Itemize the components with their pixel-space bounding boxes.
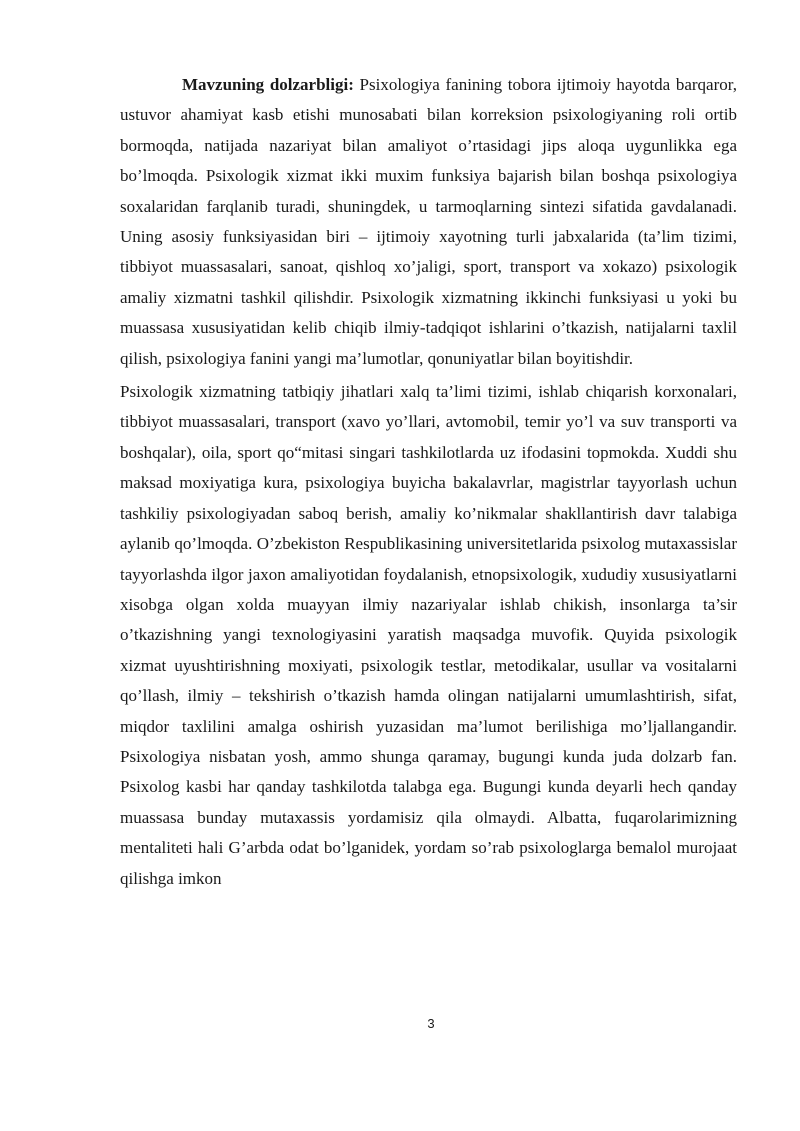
body-text [120, 70, 737, 894]
section-heading: Mavzuning dolzarbligi: [182, 75, 354, 94]
paragraph-relevance [120, 70, 737, 374]
paragraph-applied-aspects: Psixologik xizmatning tatbiqiy jihatlari xalq ta’limi tizimi, ishlab chiqarish korxonalari, tibbiyot muassasalari, transport (xavo yo’llari, avtomobil, temir yo’l va suv transporti va boshqalar), oila, sport qo“mitasi singari tashkilotlarda uz ifodasini topmokda. Xuddi shu maksad moxiyatiga kura, psixologiya buyicha bakalavrlar, magistrlar tayyorlash uchun tashkiliy psixologiyadan saboq berish, amaliy ko’nikmalar shakllantirish davr talabiga aylanib qo’lmoqda. O’zbekiston Respublikasining universitetlarida psixolog mutaxassislar tayyorlashda ilgor jaxon amaliyotidan foydalanish, etnopsixologik, xududiy xususiyatlarni xisobga olgan xolda muayyan ilmiy nazariyalar ishlab chikish, insonlarga ta’sir o’tkazishning yangi texnologiyasini yaratish maqsadga muvofik. Quyida psixologik xizmat uyushtirishning moxiyati, psixologik testlar, metodikalar, usullar va vositalarni qo’llash, ilmiy – tekshirish o’tkazish hamda olingan natijalarni umumlashtirish, sifat, miqdor taxlilini amalga oshirish yuzasidan ma’lumot berilishiga mo’ljallangandir. Psixologiya nisbatan yosh, ammo shunga qaramay, bugungi kunda juda dolzarb fan. Psixolog kasbi har qanday tashkilotda talabga ega. Bugungi kunda deyarli hech qanday muassasa bunday mutaxassis yordamisiz qila olmaydi. Albatta, fuqarolarimizning mentaliteti hali G’arbda odat bo’lganidek, yordam so’rab psixologlarga bemalol murojaat qilishga imkon [120, 382, 737, 888]
paragraph-relevance-text: Psixologiya fanining tobora ijtimoiy hayotda barqaror, ustuvor ahamiyat kasb etishi munosabati bilan korreksion psixologiyaning roli ortib bormoqda, natijada nazariyat bilan amaliyot o’rtasidagi jips aloqa uygunlikka ega bo’lmoqda. Psixologik xizmat ikki muxim funksiya bajarish bilan boshqa psixologiya soxalaridan farqlanib turadi, shuningdek, u tarmoqlarning sintezi sifatida gavdalanadi. Uning asosiy funksiyasidan biri – ijtimoiy xayotning turli jabxalarida (ta’lim tizimi, tibbiyot muassasalari, sanoat, qishloq xo’jaligi, sport, transport va xokazo) psixologik amaliy xizmatni tashkil qilishdir. Psixologik xizmatning ikkinchi funksiyasi u yoki bu muassasa xususiyatidan kelib chiqib ilmiy-tadqiqot ishlarini o’tkazish, natijalarni taxlil qilish, psixologiya fanini yangi ma’lumotlar, qonuniyatlar bilan boyitishdir. [120, 75, 737, 368]
page-number: 3 [427, 1016, 435, 1031]
